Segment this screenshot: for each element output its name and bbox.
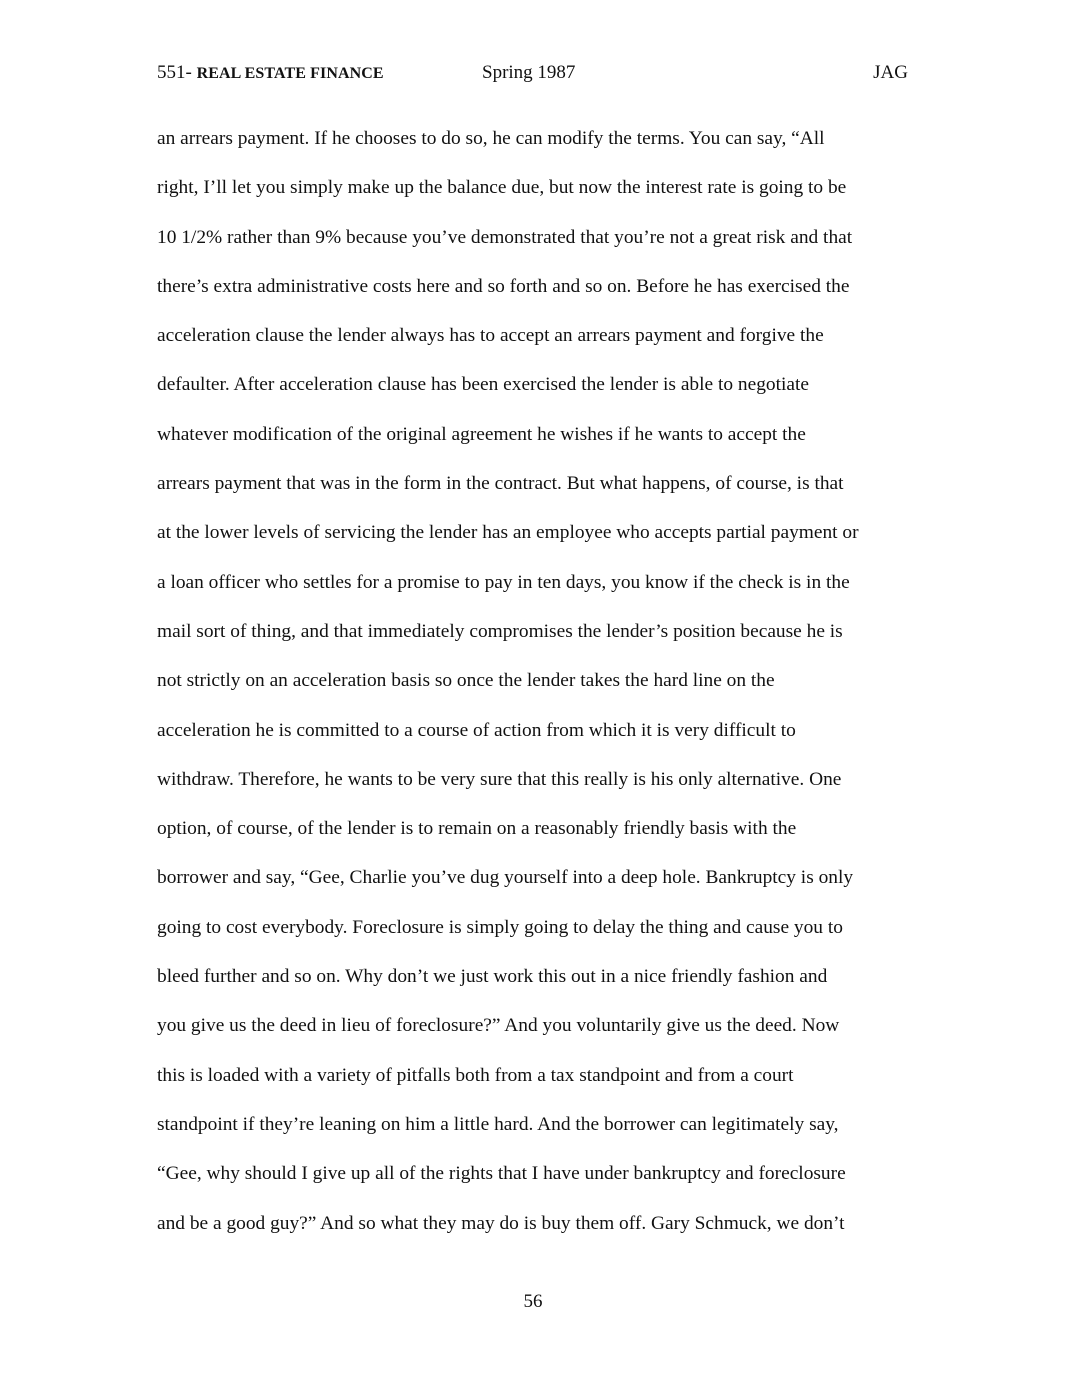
text-line: acceleration clause the lender always has to accept an arrears payment and forgive the (157, 325, 824, 347)
transcript-body (157, 119, 917, 1253)
page-number: 56 (523, 1291, 543, 1312)
text-line: option, of course, of the lender is to remain on a reasonably friendly basis with the (157, 818, 797, 840)
text-line: and be a good guy?” And so what they may do is buy them off. Gary Schmuck, we don’t (157, 1212, 845, 1234)
text-line: borrower and say, “Gee, Charlie you’ve dug yourself into a deep hole. Bankruptcy is only (157, 867, 854, 889)
text-line: this is loaded with a variety of pitfalls both from a tax standpoint and from a court (157, 1064, 794, 1086)
course-title (157, 62, 384, 84)
text-line: acceleration he is committed to a course of action from which it is very difficult to (157, 719, 796, 741)
text-line: 10 1/2% rather than 9% because you’ve demonstrated that you’re not a great risk and that (157, 226, 853, 248)
author-initials: JAG (873, 62, 908, 83)
page-header (157, 62, 912, 92)
text-line: not strictly on an acceleration basis so once the lender takes the hard line on the (157, 670, 775, 692)
text-line: an arrears payment. If he chooses to do so, he can modify the terms. You can say, “All (157, 128, 825, 149)
text-line: a loan officer who settles for a promise to pay in ten days, you know if the check is in the (157, 571, 850, 593)
course-number: 551- (157, 62, 192, 83)
text-line: bleed further and so on. Why don’t we just work this out in a nice friendly fashion and (157, 966, 828, 988)
text-line: standpoint if they’re leaning on him a little hard. And the borrower can legitimately say, (157, 1113, 839, 1135)
text-line: withdraw. Therefore, he wants to be very sure that this really is his only alternative. One (157, 768, 842, 790)
text-line: right, I’ll let you simply make up the balance due, but now the interest rate is going to be (157, 177, 847, 199)
text-line: there’s extra administrative costs here and so forth and so on. Before he has exercised the (157, 275, 850, 297)
text-line: at the lower levels of servicing the lender has an employee who accepts partial payment or (157, 522, 859, 544)
text-line: defaulter. After acceleration clause has been exercised the lender is able to negotiate (157, 374, 809, 396)
text-line: arrears payment that was in the form in the contract. But what happens, of course, is that (157, 473, 844, 495)
course-name: REAL ESTATE FINANCE (196, 65, 384, 82)
text-line: you give us the deed in lieu of foreclosure?” And you voluntarily give us the deed. Now (157, 1015, 840, 1037)
text-line: mail sort of thing, and that immediately compromises the lender’s position because he is (157, 620, 843, 642)
term: Spring 1987 (482, 62, 576, 83)
text-line: going to cost everybody. Foreclosure is simply going to delay the thing and cause you to (157, 916, 843, 938)
text-line: whatever modification of the original agreement he wishes if he wants to accept the (157, 423, 806, 445)
text-line: “Gee, why should I give up all of the rights that I have under bankruptcy and foreclosure (157, 1163, 846, 1185)
